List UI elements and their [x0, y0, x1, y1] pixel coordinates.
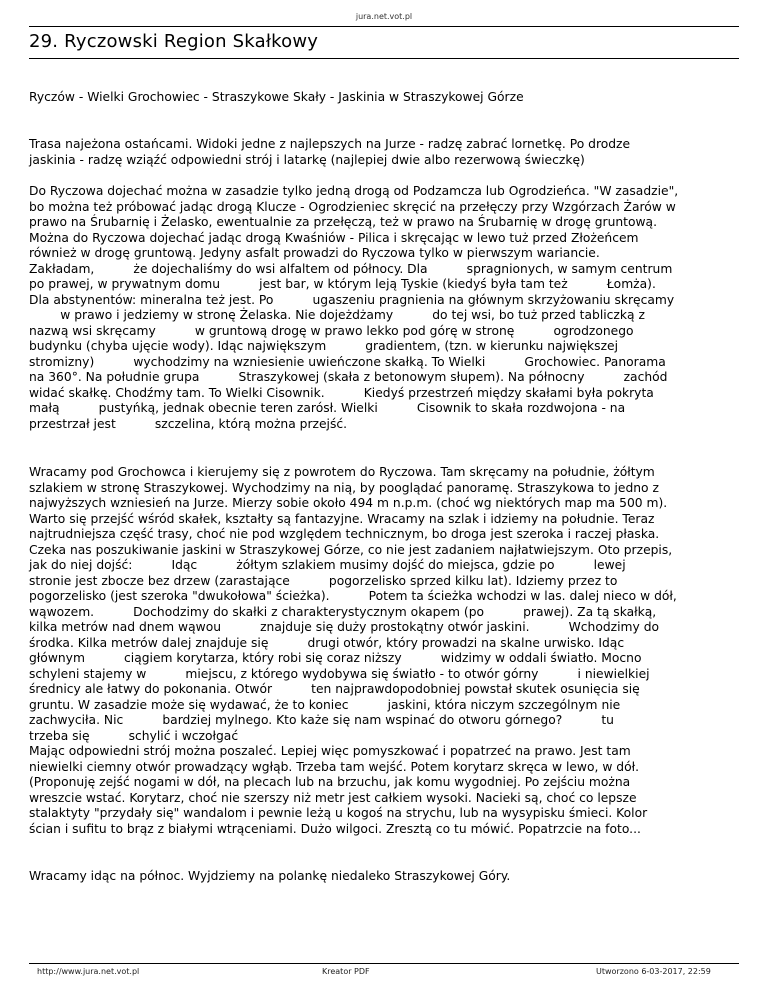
page-title: 29. Ryczowski Region Skałkowy	[29, 31, 319, 52]
footer-created: Utworzono 6-03-2017, 22:59	[596, 967, 711, 976]
header-site-name: jura.net.vot.pl	[355, 12, 413, 21]
cave-interior-paragraph: Mając odpowiedni strój można poszaleć. Lepiej więc pomyszkować i popatrzeć na prawo. Jest tam niewielki ciemny otwór prowadzący wgłąb. Trzeba tam wejść. Potem korytarz skręca w lewo, w dół. (Proponuję zejść nogami w dół, na plecach lub na brzuchu, jak komu wygodniej. Po zejściu można wreszcie wstać. Korytarz, choć nie szerszy niż metr jest całkiem wysoki. Nacieki są, choć co lepsze stalaktyty "przydały się" wandalom i pewnie leżą u kogoś na strychu, lub na wysypisku śmieci. Kolor ścian i sufitu to brąz z białymi wtrąceniami. Dużo wilgoci. Zresztą co tu mówić. Popatrzcie na foto...	[29, 744, 648, 836]
title-rule-top	[29, 26, 739, 27]
footer-rule	[29, 963, 739, 964]
return-paragraph: Wracamy idąc na północ. Wyjdziemy na polankę niedaleko Straszykowej Góry.	[29, 869, 511, 883]
footer-url: http://www.jura.net.vot.pl	[37, 967, 140, 976]
directions-paragraph: Do Ryczowa dojechać można w zasadzie tylko jedną drogą od Podzamcza lub Ogrodzieńca. "W zasadzie", bo można też próbować jadąc drogą Klucze - Ogrodzieniec skręcić na przełęczy przy Wzgórzach Żarów w prawo na Śrubarnię i Żelasko, ewentualnie za przełęczą, też w prawo na Śrubarnię w drogę gruntową. Można do Ryczowa dojechać jadąc drogą Kwaśniów - Pilica i skręcając w lewo tuż przed Złożeńcem również w drogę gruntową. Jedyny asfalt prowadzi do Ryczowa tylko w pierwszym wariancie. Zakładam, że dojechaliśmy do wsi alfaltem od północy. Dla spragnionych, w samym centrum po prawej, w prywatnym domu jest bar, w którym leją Tyskie (kiedyś była tam też Łomża). Dla abstynentów: mineralna też jest. Po ugaszeniu pragnienia na głównym skrzyżowaniu skręcamy w prawo i jedziemy w stronę Żelaska. Nie dojeżdżamy do tej wsi, bo tuż przed tabliczką z nazwą wsi skręcamy w gruntową drogę w prawo lekko pod górę w stronę ogrodzonego budynku (chyba ujęcie wody). Idąc największym gradientem, (tzn. w kierunku największej stromizny) wychodzimy na wzniesienie uwieńczone skałką. To Wielki Grochowiec. Panorama na 360°. Na południe grupa Straszykowej (skała z betonowym słupem). Na północny zachód widać skałkę. Chodźmy tam. To Wielki Cisownik. Kiedyś przestrzeń między skałami była pokryta małą pustyńką, jednak obecnie teren zarósł. Wielki Cisownik to skała rozdwojona - na przestrzał jest szczelina, którą można przejść.	[29, 184, 679, 431]
cave-search-paragraph: Wracamy pod Grochowca i kierujemy się z powrotem do Ryczowa. Tam skręcamy na południe, żółtym szlakiem w stronę Straszykowej. Wychodzimy na nią, by pooglądać panoramę. Straszykowa to jedno z najwyższych wzniesień na Jurze. Mierzy sobie około 494 m n.p.m. (choć wg niektórych map ma 500 m). Warto się przejść wśród skałek, kształty są fantazyjne. Wracamy na szlak i idziemy na południe. Teraz najtrudniejsza część trasy, choć nie pod względem technicznym, bo droga jest szeroka i raczej płaska. Czeka nas poszukiwanie jaskini w Straszykowej Górze, co nie jest zadaniem najłatwiejszym. Oto przepis, jak do niej dojść: Idąc żółtym szlakiem musimy dojść do miejsca, gdzie po lewej stronie jest zbocze bez drzew (zarastające pogorzelisko sprzed kilku lat). Idziemy przez to pogorzelisko (jest szeroka "dwukołowa" ścieżka). Potem ta ścieżka wchodzi w las. dalej nieco w dół, wąwozem. Dochodzimy do skałki z charakterystycznym okapem (po prawej). Za tą skałką, kilka metrów nad dnem wąwou znajduje się duży prostokątny otwór jaskini. Wchodzimy do środka. Kilka metrów dalej znajduje się drugi otwór, który prowadzi na skalne urwisko. Idąc głównym ciągiem korytarza, który robi się coraz niższy widzimy w oddali światło. Mocno schyleni stajemy w miejscu, z którego wydobywa się światło - to otwór górny i niewielkiej średnicy ale łatwy do pokonania. Otwór ten najprawdopodobniej powstał skutek osunięcia się gruntu. W zasadzie może się wydawać, że to koniec jaskini, która niczym szczególnym nie zachwyciła. Nic bardziej mylnego. Kto każe się nam wspinać do otworu górnego? tu trzeba się schylić i wczołgać	[29, 465, 677, 743]
title-rule-bottom	[29, 58, 739, 59]
footer-creator: Kreator PDF	[322, 967, 370, 976]
intro-paragraph: Trasa najeżona ostańcami. Widoki jedne z najlepszych na Jurze - radzę zabrać lornetkę. Po drodze jaskinia - radzę wziąźć odpowiedni strój i latarkę (najlepiej dwie albo rezerwową świeczkę)	[29, 137, 631, 167]
route-subtitle: Ryczów - Wielki Grochowiec - Straszykowe Skały - Jaskinia w Straszykowej Górze	[29, 90, 524, 104]
